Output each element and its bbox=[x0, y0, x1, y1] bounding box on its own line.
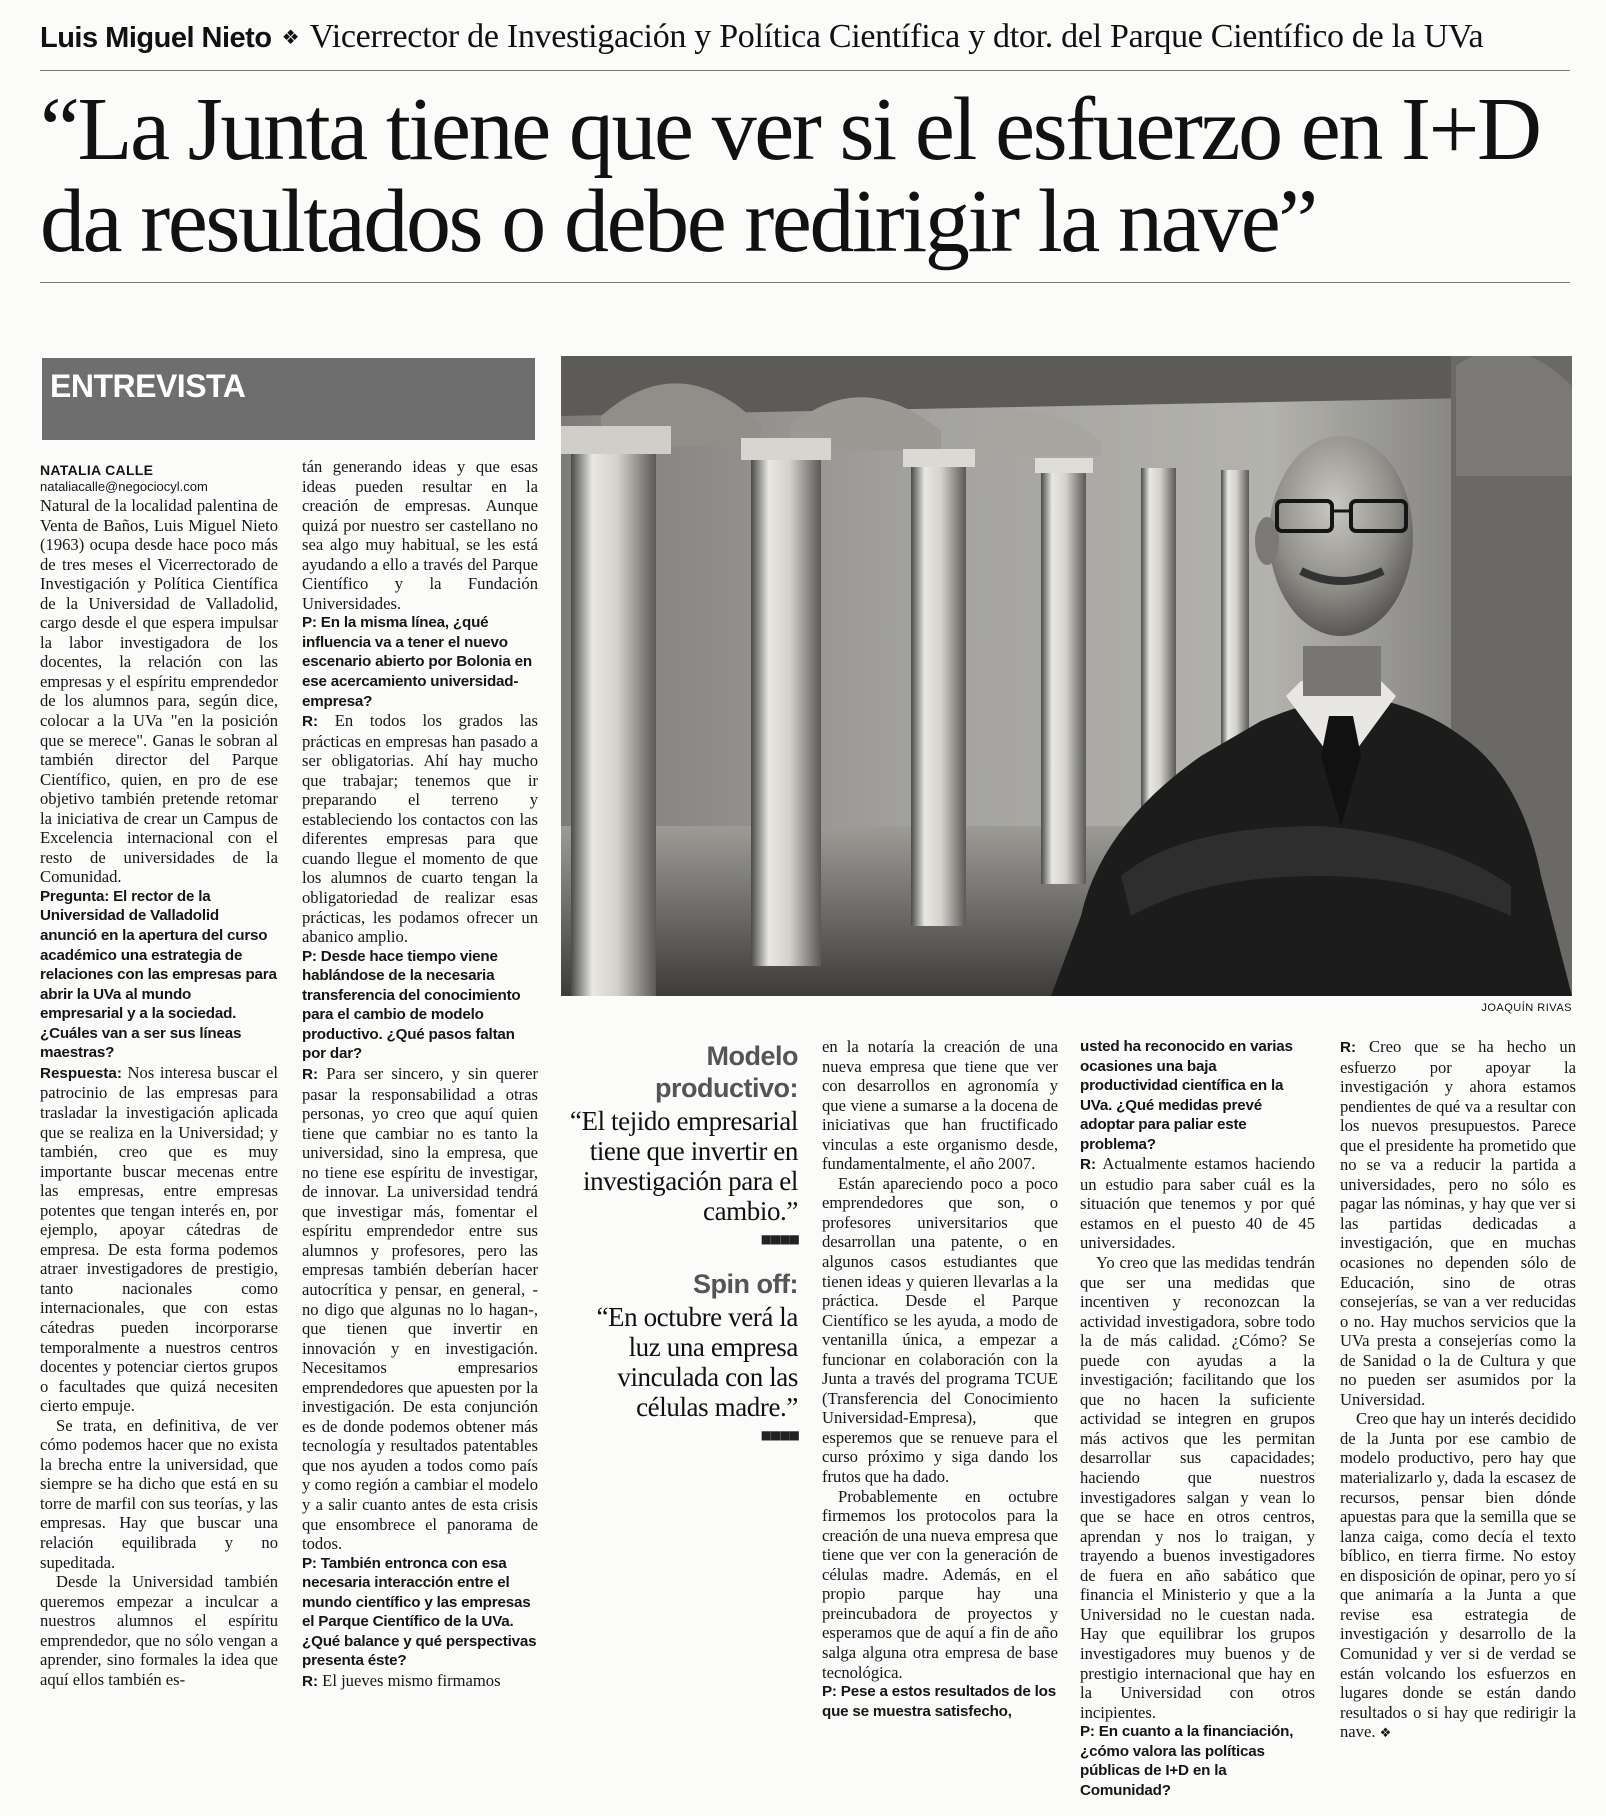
kicker bbox=[40, 18, 1570, 62]
pullquote-text: “El tejido empresarial tiene que invertir en investigación para el cambio.” bbox=[569, 1106, 798, 1226]
section-label: ENTREVISTA bbox=[50, 368, 246, 404]
article-column-3 bbox=[822, 1037, 1058, 1721]
answer bbox=[302, 711, 538, 947]
answer-label: Respuesta: bbox=[40, 1064, 122, 1082]
end-ornament-icon: ❖ bbox=[1375, 1726, 1392, 1742]
interviewee-name: Luis Miguel Nieto bbox=[40, 22, 272, 54]
paragraph: Desde la Universidad también queremos empezar a inculcar a nuestros alumnos el espíritu emprendedor, que no sólo vengan a aprender, sino formales la idea que aquí ellos también es- bbox=[40, 1572, 278, 1689]
paragraph: en la notaría la creación de una nueva empresa que tiene que ver con desarrollos en agronomía y que viene a sumarse a la docena de iniciativas que han fructificado vinculas a este organismo desde, fundamentalmente, el año 2007. bbox=[822, 1037, 1058, 1174]
headline-line-2: da resultados o debe redirigir la nave” bbox=[40, 172, 1316, 271]
question: P: También entronca con esa necesaria interacción entre el mundo científico y las empresas el Parque Científico de la UVa. ¿Qué balance y qué perspectivas presenta éste? bbox=[302, 1554, 537, 1670]
pullquote-label: Modelo productivo: bbox=[655, 1041, 798, 1103]
pullquote-label: Spin off: bbox=[693, 1269, 798, 1299]
answer-text: Actualmente estamos haciendo un estudio para saber cuál es la situación que tenemos y por qué estamos en el puesto 40 de 45 universidades. bbox=[1080, 1154, 1315, 1253]
paragraph: Natural de la localidad palentina de Venta de Baños, Luis Miguel Nieto (1963) ocupa desde hace poco más de tres meses el Vicerrectorado de Investigación y Política Científica de la Universidad de Valladolid, cargo desde el que espera impulsar la labor investigadora de los docentes, la relación con las empresas y el espíritu emprendedor de los alumnos para, según dice, colocar a la UVa "en la posición que se merece". Ganas le sobran al también director del Parque Científico, quien, en pro de ese objetivo también pretende retomar la iniciativa de crear un Campus de Excelencia internacional con el resto de universidades de la Comunidad. bbox=[40, 496, 278, 887]
headline bbox=[40, 80, 1580, 271]
article-column-1 bbox=[40, 462, 278, 1689]
answer-label: R: bbox=[302, 1672, 319, 1690]
paragraph: Yo creo que las medidas tendrán que ser una medidas que incentiven y reconozcan la actividad investigadora, sobre todo la de más calidad. ¿Cómo? Se puede con ayudas a la investigación; facilitando que los que no hacen la suficiente actividad se integren en grupos más activos que les permitan desarrollar sus capacidades; haciendo que nuestros investigadores salgan y vean lo que se hace en otros centros, aprendan y nos lo traigan, y trayendo a buenos investigadores de fuera en año sabático que financia el Ministerio y que a la Universidad no le cuestan nada. Hay que equilibrar los grupos investigadores muy buenos y de prestigio internacional que hay en la Universidad con otros incipientes. bbox=[1080, 1253, 1315, 1722]
paragraph bbox=[1340, 1409, 1576, 1743]
end-marks-icon: ■■■■ bbox=[760, 1428, 798, 1442]
headline-line-1: “La Junta tiene que ver si el esfuerzo en I+D bbox=[40, 80, 1540, 179]
question: P: En la misma línea, ¿qué influencia va a tener el nuevo escenario abierto por Bolonia en ese acercamiento universidad-empresa? bbox=[302, 614, 532, 710]
answer-label: R: bbox=[302, 1065, 319, 1083]
article-column-4 bbox=[1080, 1037, 1315, 1800]
section-bar bbox=[42, 358, 535, 440]
question: P: Pese a estos resultados de los que se muestra satisfecho, bbox=[822, 1683, 1056, 1720]
answer-text: Nos interesa buscar el patrocinio de las empresas para trasladar la investigación aplicada que se realiza en la Universidad; y también, creo que es muy importante buscar mecenas entre las empresas, entre empresas potentes que tengan interés en, por ejemplo, apoyar cátedras de empresa. De esta forma podemos atraer investigadores de prestigio, tanto nacionales como internacionales, que con estas cátedras pueden incorporarse temporalmente a nuestros centros docentes y potenciar ciertos grupos o facultades que quizá necesiten cierto empuje. bbox=[40, 1062, 278, 1416]
byline-author: NATALIA CALLE bbox=[40, 462, 154, 478]
paragraph-text: Creo que hay un interés decidido de la Junta por ese cambio de modelo productivo, pero hay que materializarlo y, dada la escasez de recursos, pensar bien dónde apuestas para que la semilla que se lanza caiga, como decía el texto bíblico, en tierra firme. No estoy en disposición de opinar, pero yo sí que animaría a la Junta a que revise esa estrategia de investigación y desarrollo de la Comunidad y ver si de verdad se están volcando los esfuerzos en lugares donde se están dando resultados o si hay que redirigir la nave. bbox=[1340, 1409, 1576, 1742]
answer bbox=[302, 1064, 538, 1554]
byline-email: nataliacalle@negociocyl.com bbox=[40, 479, 208, 494]
answer-text: Para ser sincero, y sin querer pasar la responsabilidad a otras personas, yo creo que aquí quien tiene que cambiar no es tanto la universidad, sino la empresa, que no tiene ese espíritu de investigar, de innovar. La universidad tendrá que investigar más, fomentar el espíritu emprendedor entre sus alumnos y profesores, pero las empresas también deberían hacer autocrítica y pensar, en general, -no digo que algunas no lo hagan-, que tienen que invertir en innovación y en investigación. Necesitamos empresarios emprendedores que apuesten por la investigación. De esta conjunción es de donde podemos obtener más tecnología y resultados patentables que nos ayuden a todos como país y como región a cambiar el modelo y a salir cuanto antes de esta crisis que ensombrece el panorama de todos. bbox=[302, 1063, 538, 1554]
pullquote-modelo-productivo bbox=[560, 1040, 798, 1246]
answer bbox=[1080, 1154, 1315, 1253]
pullquote-text: “En octubre verá la luz una empresa vinculada con las células madre.” bbox=[596, 1302, 798, 1422]
end-marks-icon: ■■■■ bbox=[760, 1232, 798, 1246]
question: Pregunta: El rector de la Universidad de Valladolid anunció en la apertura del curso académico una estrategia de relaciones con las empresas para abrir la UVa al mundo empresarial y a la sociedad. ¿Cuáles van a ser sus líneas maestras? bbox=[40, 887, 277, 1062]
portrait-photo bbox=[561, 356, 1572, 996]
question: usted ha reconocido en varias ocasiones una baja productividad científica en la UVa. ¿Qué medidas prevé adoptar para paliar este problema? bbox=[1080, 1038, 1293, 1153]
answer-label: R: bbox=[302, 713, 319, 731]
article-column-2 bbox=[302, 457, 538, 1691]
answer bbox=[302, 1671, 538, 1692]
answer bbox=[40, 1063, 278, 1416]
photo-credit: JOAQUÍN RIVAS bbox=[1481, 1002, 1572, 1014]
answer-text: En todos los grados las prácticas en empresas han pasado a ser obligatorias. Ahí hay mucho que trabajar; tenemos que ir preparando el terreno y estableciendo los contactos con las diferentes empresas para que cuando llegue el momento de que los alumnos de cuarto tengan la obligatoriedad de realizar esas prácticas, les podamos ofrecer un abanico amplio. bbox=[302, 711, 538, 947]
paragraph: tán generando ideas y que esas ideas pueden resultar en la creación de empresas. Aunque quizá por nuestro ser castellano no sea algo muy habitual, se les está ayudando a ello a través del Parque Científico y la Fundación Universidades. bbox=[302, 457, 538, 613]
paragraph: Se trata, en definitiva, de ver cómo podemos hacer que no exista la brecha entre la universidad, que siempre se ha dicho que está en su torre de marfil con sus teorías, y las empresas. Hay que buscar una relación equilibrada y no supeditada. bbox=[40, 1415, 278, 1572]
portrait-photo-image bbox=[561, 356, 1572, 996]
ornament-icon: ❖ bbox=[281, 25, 300, 49]
paragraph: Están apareciendo poco a poco emprendedores que son, o profesores universitarios que desarrollan una patente, o en algunos casos estudiantes que tienen ideas y quieren llevarlas a la práctica. Desde el Parque Científico se les ayuda, a modo de ventanilla única, a empezar a funcionar en colaboración con la Junta a través del programa TCUE (Transferencia del Conocimiento Universidad-Empresa), que esperemos que se renueve para el curso próximo y siga dando los frutos que ha dado. bbox=[822, 1173, 1058, 1487]
answer-label: R: bbox=[1340, 1039, 1357, 1056]
answer-label: R: bbox=[1080, 1156, 1097, 1174]
question: P: En cuanto a la financiación, ¿cómo valora las políticas públicas de I+D en la Comunidad? bbox=[1080, 1723, 1294, 1799]
interviewee-role: Vicerrector de Investigación y Política Científica y dtor. del Parque Científico de la UVa bbox=[309, 18, 1484, 55]
headline-rule bbox=[40, 282, 1570, 283]
answer-text: El jueves mismo firmamos bbox=[318, 1670, 501, 1690]
paragraph: Probablemente en octubre firmemos los protocolos para la creación de una nueva empresa que tiene que ver con la generación de células madre. Además, en el propio parque hay una preincubadora de proyectos y esperamos que de aquí a fin de año salga alguna otra empresa de base tecnológica. bbox=[822, 1486, 1058, 1682]
answer-text: Creo que se ha hecho un esfuerzo por apoyar la investigación y ahora estamos pendientes de qué va a resultar con los nuevos presupuestos. Parece que el presidente ha prometido que no se va a reducir la partida a universidades, pero no sólo es pagar las nóminas, y hay que ver si las partidas dedicadas a investigación, que en muchas ocasiones no dependen sólo de Educación, sino de otras consejerías, se van a ver reducidas o no. Hay muchos servicios que la UVa presta a consejerías como la de Sanidad o la de Cultura y que no pueden ser asumidos por la Universidad. bbox=[1340, 1037, 1576, 1409]
top-rule bbox=[40, 70, 1570, 71]
question: P: Desde hace tiempo viene hablándose de la necesaria transferencia del conocimiento para el cambio de modelo productivo. ¿Qué pasos faltan por dar? bbox=[302, 947, 521, 1063]
article-column-5 bbox=[1340, 1037, 1576, 1744]
pullquote-spin-off bbox=[560, 1268, 798, 1442]
answer bbox=[1340, 1037, 1576, 1409]
